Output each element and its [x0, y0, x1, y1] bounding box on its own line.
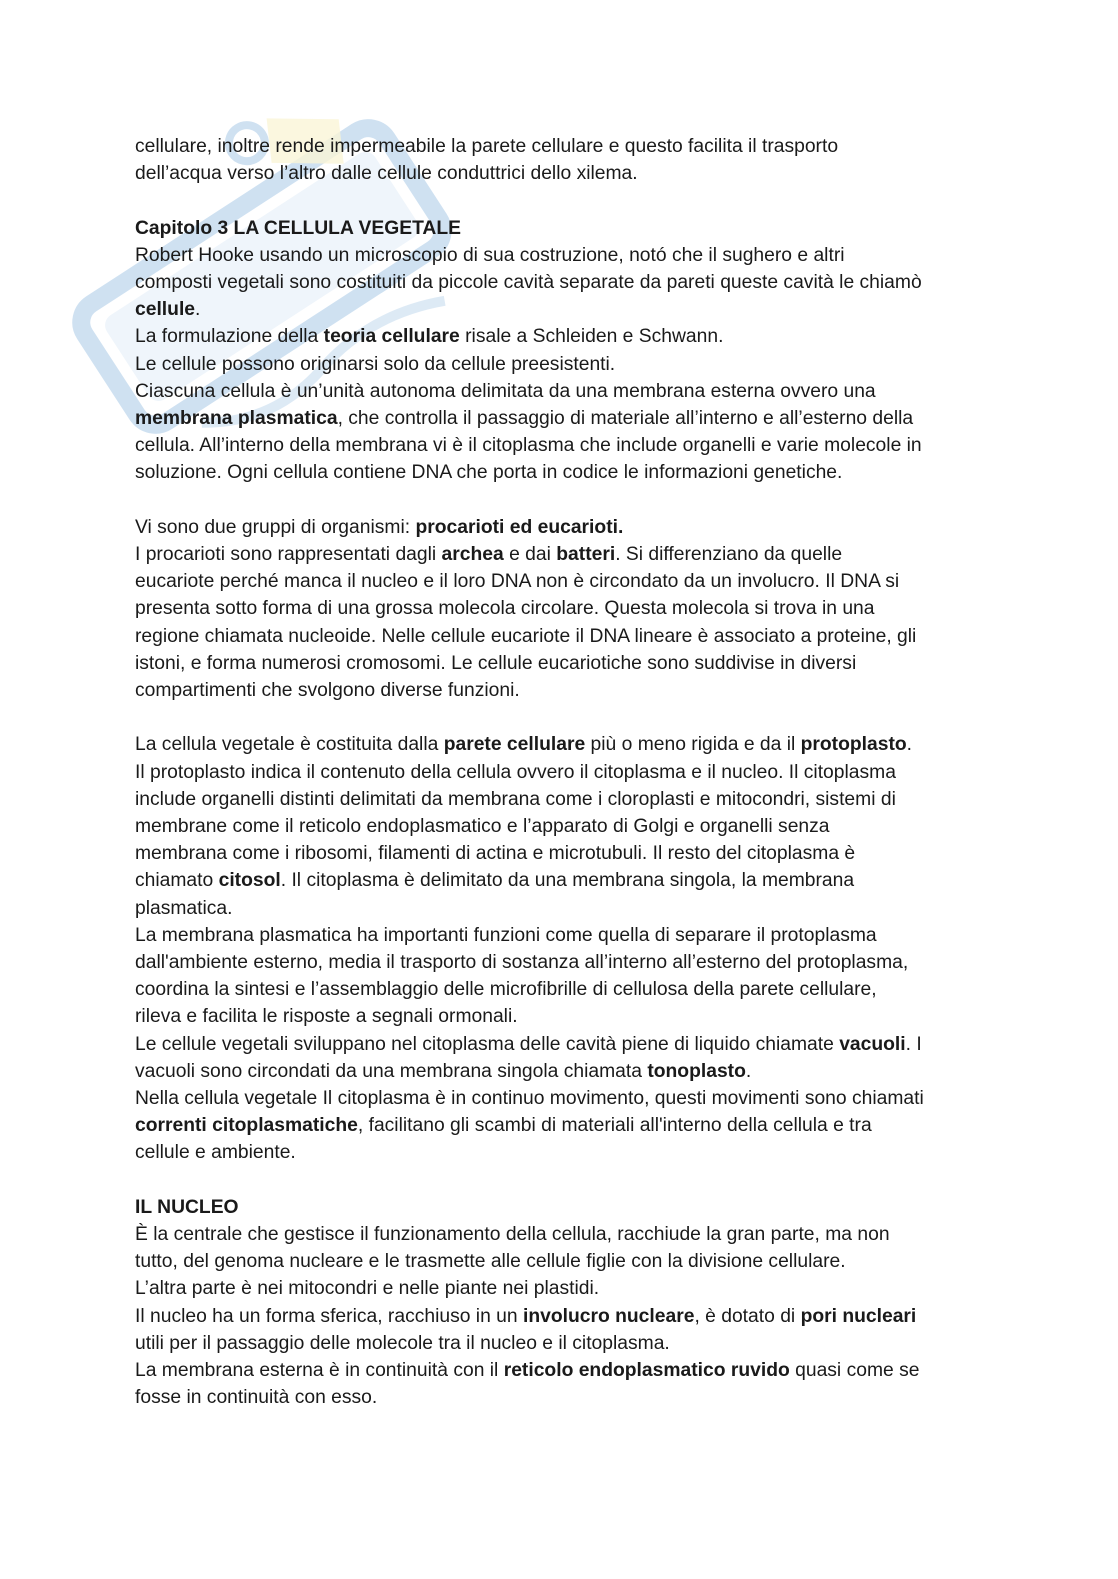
text-run: eucariote perché manca il nucleo e il loro DNA non è circondato da un involucro. Il DNA si — [135, 571, 900, 593]
text-run: include organelli distinti delimitati da membrana come i cloroplasti e mitocondri, sistemi di — [135, 788, 896, 810]
text-run: La cellula vegetale è costituita dalla — [135, 734, 444, 756]
text-line — [135, 514, 985, 541]
text-line — [135, 378, 985, 405]
text-run: e dai — [503, 544, 557, 566]
section-heading — [135, 1194, 985, 1221]
text-line — [135, 731, 985, 758]
document-body — [135, 133, 985, 1411]
bold-term: procarioti ed eucarioti. — [415, 516, 624, 538]
text-line — [135, 269, 985, 296]
text-line — [135, 867, 985, 894]
text-run: . Si differenziano da quelle — [615, 544, 843, 566]
bold-term: cellule — [135, 299, 196, 321]
text-run: L’altra parte è nei mitocondri e nelle piante nei plastidi. — [135, 1278, 600, 1300]
text-run: . Il citoplasma è delimitato da una membrana singola, la membrana — [280, 870, 855, 892]
text-line — [135, 242, 985, 269]
text-line — [135, 1275, 985, 1302]
text-run: È la centrale che gestisce il funzionamento della cellula, racchiude la gran parte, ma non — [135, 1224, 890, 1246]
bold-term: vacuoli — [839, 1033, 906, 1055]
text-line — [135, 1330, 985, 1357]
text-run: rileva e facilita le risposte a segnali ormonali. — [135, 1006, 518, 1028]
bold-term: tonoplasto — [647, 1060, 746, 1082]
bold-term: citosol — [218, 870, 281, 892]
text-run: . — [745, 1060, 752, 1082]
text-run: . — [906, 734, 913, 756]
bold-term: membrana plasmatica — [135, 408, 338, 430]
text-run: La formulazione della — [135, 326, 324, 348]
text-line — [135, 160, 985, 187]
bold-term: pori nucleari — [800, 1305, 917, 1327]
text-line — [135, 1303, 985, 1330]
bold-term: teoria cellulare — [323, 326, 460, 348]
text-line — [135, 1085, 985, 1112]
text-run: . — [195, 299, 201, 321]
text-line — [135, 541, 985, 568]
text-run: . I — [905, 1033, 922, 1055]
text-run: cellula. All’interno della membrana vi è il citoplasma che include organelli e varie molecole in — [135, 435, 922, 457]
text-run: Nella cellula vegetale Il citoplasma è in continuo movimento, questi movimenti sono chiamati — [135, 1088, 924, 1110]
text-line — [135, 351, 985, 378]
text-run: composti vegetali sono costituiti da piccole cavità separate da pareti queste cavità le chiamò — [135, 272, 922, 293]
text-line — [135, 786, 985, 813]
text-line — [135, 1058, 985, 1085]
bold-term: reticolo endoplasmatico ruvido — [503, 1360, 790, 1382]
text-line — [135, 759, 985, 786]
text-run: utili per il passaggio delle molecole tra il nucleo e il citoplasma. — [135, 1332, 670, 1354]
text-line — [135, 623, 985, 650]
text-line — [135, 323, 985, 350]
text-run: , è dotato di — [694, 1305, 801, 1327]
text-run: membrane come il reticolo endoplasmatico e l’apparato di Golgi e organelli senza — [135, 816, 830, 838]
text-run: Robert Hooke usando un microscopio di sua costruzione, notó che il sughero e altri — [135, 244, 845, 266]
text-run: cellulare, inoltre rende impermeabile la parete cellulare e questo facilita il trasporto — [135, 136, 839, 157]
text-run: coordina la sintesi e l’assemblaggio delle microfibrille di cellulosa della parete cellulare, — [135, 979, 877, 1001]
text-run: regione chiamata nucleoide. Nelle cellule eucariote il DNA lineare è associato a proteine, gli — [135, 625, 917, 647]
text-run: La membrana esterna è in continuità con il — [135, 1360, 504, 1382]
text-run: Le cellule vegetali sviluppano nel citoplasma delle cavità piene di liquido chiamate — [135, 1033, 840, 1055]
paragraph-gap — [135, 1167, 985, 1194]
text-run: vacuoli sono circondati da una membrana singola chiamata — [135, 1060, 648, 1082]
text-line — [135, 432, 985, 459]
text-line — [135, 922, 985, 949]
bold-term: archea — [441, 544, 504, 566]
text-line — [135, 1031, 985, 1058]
text-run: istoni, e forma numerosi cromosomi. Le cellule eucariotiche sono suddivise in diversi — [135, 652, 857, 674]
text-line — [135, 595, 985, 622]
text-run: dell’acqua verso l’altro dalle cellule conduttrici dello xilema. — [135, 163, 638, 185]
text-run: fosse in continuità con esso. — [135, 1387, 378, 1409]
text-line — [135, 1248, 985, 1275]
text-line — [135, 976, 985, 1003]
text-run: , facilitano gli scambi di materiali all'interno della cellula e tra — [357, 1115, 872, 1137]
text-line — [135, 1139, 985, 1166]
text-line — [135, 1112, 985, 1139]
text-line — [135, 650, 985, 677]
text-line — [135, 1003, 985, 1030]
paragraph-gap — [135, 187, 985, 214]
text-run: risale a Schleiden e Schwann. — [459, 326, 724, 348]
bold-term: protoplasto — [800, 734, 907, 756]
bold-term: involucro nucleare — [522, 1305, 695, 1327]
text-run: presenta sotto forma di una grossa molecola circolare. Questa molecola si trova in una — [135, 598, 875, 620]
text-run: Il protoplasto indica il contenuto della cellula ovvero il citoplasma e il nucleo. Il citoplasma — [135, 761, 896, 783]
text-line — [135, 677, 985, 704]
text-run: La membrana plasmatica ha importanti funzioni come quella di separare il protoplasma — [135, 924, 877, 946]
text-run: I procarioti sono rappresentati dagli — [135, 544, 442, 566]
text-run: cellule e ambiente. — [135, 1142, 296, 1164]
text-line — [135, 1384, 985, 1411]
text-run: compartimenti che svolgono diverse funzioni. — [135, 680, 520, 702]
paragraph-gap — [135, 487, 985, 514]
text-line — [135, 895, 985, 922]
text-run: soluzione. Ogni cellula contiene DNA che porta in codice le informazioni genetiche. — [135, 462, 843, 484]
text-line — [135, 133, 985, 160]
text-run: Il nucleo ha un forma sferica, racchiuso in un — [135, 1305, 523, 1327]
text-line — [135, 296, 985, 323]
text-run: membrana come i ribosomi, filamenti di actina e microtubuli. Il resto del citoplasma è — [135, 843, 856, 865]
text-line — [135, 813, 985, 840]
text-run: più o meno rigida e da il — [585, 734, 801, 756]
bold-term: Capitolo 3 LA CELLULA VEGETALE — [135, 217, 461, 239]
bold-term: parete cellulare — [443, 734, 586, 756]
text-run: Ciascuna cellula è un’unità autonoma delimitata da una membrana esterna ovvero una — [135, 380, 876, 402]
text-line — [135, 840, 985, 867]
text-line — [135, 405, 985, 432]
text-run: dall'ambiente esterno, media il trasporto di sostanza all’interno all’esterno del protoplasma, — [135, 952, 909, 974]
text-line — [135, 949, 985, 976]
text-line — [135, 1221, 985, 1248]
paragraph-gap — [135, 704, 985, 731]
section-heading — [135, 215, 985, 242]
text-run: tutto, del genoma nucleare e le trasmette alle cellule figlie con la divisione cellulare. — [135, 1251, 846, 1273]
text-line — [135, 459, 985, 486]
text-line — [135, 568, 985, 595]
bold-term: IL NUCLEO — [135, 1196, 239, 1218]
text-run: plasmatica. — [135, 897, 233, 919]
text-run: chiamato — [135, 870, 219, 892]
text-run: quasi come se — [789, 1360, 920, 1382]
bold-term: correnti citoplasmatiche — [135, 1115, 358, 1137]
bold-term: batteri — [556, 544, 616, 566]
text-run: Vi sono due gruppi di organismi: — [135, 516, 416, 538]
text-line — [135, 1357, 985, 1384]
text-run: Le cellule possono originarsi solo da cellule preesistenti. — [135, 353, 616, 375]
text-run: , che controlla il passaggio di materiale all’interno e all’esterno della — [337, 408, 914, 430]
